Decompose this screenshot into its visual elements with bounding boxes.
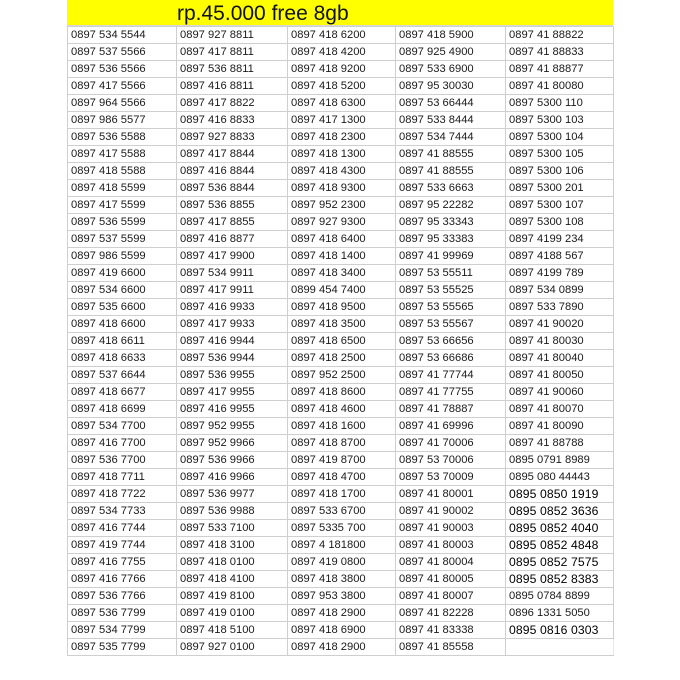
phone-number-cell: 0897 53 55565	[396, 299, 506, 316]
phone-number-cell: 0897 952 2300	[288, 197, 396, 214]
phone-number-cell: 0897 41 69996	[396, 418, 506, 435]
phone-number-cell: 0899 454 7400	[288, 282, 396, 299]
phone-number-cell: 0897 419 6600	[68, 265, 177, 282]
phone-number-cell: 0895 0850 1919	[506, 486, 614, 503]
table-row	[68, 146, 614, 163]
phone-number-cell: 0897 41 88555	[396, 163, 506, 180]
phone-number-cell: 0897 418 6600	[68, 316, 177, 333]
phone-number-cell: 0897 41 80007	[396, 588, 506, 605]
phone-number-cell: 0895 0852 3636	[506, 503, 614, 520]
phone-number-cell: 0897 417 9900	[177, 248, 288, 265]
phone-number-cell: 0897 418 5588	[68, 163, 177, 180]
phone-number-cell: 0897 417 8855	[177, 214, 288, 231]
phone-number-cell: 0897 536 5566	[68, 61, 177, 78]
table-row	[68, 469, 614, 486]
phone-number-cell: 0897 41 80050	[506, 367, 614, 384]
table-row	[68, 401, 614, 418]
phone-number-cell: 0897 41 77744	[396, 367, 506, 384]
phone-number-cell: 0897 537 6644	[68, 367, 177, 384]
phone-number-cell: 0897 53 66656	[396, 333, 506, 350]
title-banner: rp.45.000 free 8gb	[67, 0, 613, 26]
phone-number-cell: 0897 4188 567	[506, 248, 614, 265]
phone-number-cell: 0895 0852 4848	[506, 537, 614, 554]
table-row	[68, 44, 614, 61]
phone-number-cell: 0897 419 0100	[177, 605, 288, 622]
phone-number-cell: 0897 536 8855	[177, 197, 288, 214]
phone-number-cell: 0897 41 77755	[396, 384, 506, 401]
phone-number-cell: 0895 0784 8899	[506, 588, 614, 605]
phone-number-cell: 0897 41 88788	[506, 435, 614, 452]
phone-number-cell: 0895 0791 8989	[506, 452, 614, 469]
phone-number-cell: 0897 533 7100	[177, 520, 288, 537]
table-row	[68, 265, 614, 282]
phone-number-cell: 0897 533 6900	[396, 61, 506, 78]
phone-number-cell: 0897 418 4100	[177, 571, 288, 588]
table-row	[68, 588, 614, 605]
table-row	[68, 112, 614, 129]
phone-number-cell: 0895 0852 7575	[506, 554, 614, 571]
phone-number-cell: 0897 416 9933	[177, 299, 288, 316]
phone-number-cell: 0897 41 80040	[506, 350, 614, 367]
phone-number-cell: 0897 418 6200	[288, 27, 396, 44]
phone-number-cell: 0896 1331 5050	[506, 605, 614, 622]
phone-number-cell: 0897 418 4700	[288, 469, 396, 486]
table-row	[68, 605, 614, 622]
phone-number-cell: 0897 41 88555	[396, 146, 506, 163]
phone-number-cell: 0897 53 70006	[396, 452, 506, 469]
phone-number-cell: 0897 534 0899	[506, 282, 614, 299]
phone-number-cell: 0897 952 2500	[288, 367, 396, 384]
table-row	[68, 231, 614, 248]
phone-number-cell: 0897 41 83338	[396, 622, 506, 639]
phone-number-cell: 0897 534 7700	[68, 418, 177, 435]
phone-number-cell: 0897 53 66444	[396, 95, 506, 112]
phone-number-cell: 0897 41 88877	[506, 61, 614, 78]
phone-number-cell: 0897 418 2900	[288, 639, 396, 656]
phone-number-cell: 0897 5300 106	[506, 163, 614, 180]
phone-number-table-body	[68, 27, 614, 656]
phone-number-cell: 0897 41 80070	[506, 401, 614, 418]
phone-number-cell: 0897 41 90003	[396, 520, 506, 537]
phone-number-cell: 0897 416 9955	[177, 401, 288, 418]
phone-number-cell: 0897 41 80001	[396, 486, 506, 503]
phone-number-cell: 0897 533 6700	[288, 503, 396, 520]
phone-number-cell: 0897 536 7700	[68, 452, 177, 469]
phone-number-cell: 0897 419 0800	[288, 554, 396, 571]
phone-number-cell: 0897 41 70006	[396, 435, 506, 452]
phone-number-cell: 0897 418 9500	[288, 299, 396, 316]
phone-number-cell: 0897 536 9955	[177, 367, 288, 384]
phone-number-cell: 0897 5300 103	[506, 112, 614, 129]
phone-number-cell: 0897 534 6600	[68, 282, 177, 299]
phone-number-cell: 0897 534 5544	[68, 27, 177, 44]
phone-number-cell: 0897 417 8844	[177, 146, 288, 163]
phone-number-cell: 0897 53 55567	[396, 316, 506, 333]
phone-number-cell: 0897 41 78887	[396, 401, 506, 418]
phone-number-cell: 0897 418 1400	[288, 248, 396, 265]
phone-number-cell: 0897 417 8811	[177, 44, 288, 61]
phone-number-cell: 0897 418 1700	[288, 486, 396, 503]
phone-number-cell: 0897 417 8822	[177, 95, 288, 112]
phone-number-cell: 0897 536 9944	[177, 350, 288, 367]
phone-number-cell: 0897 536 7766	[68, 588, 177, 605]
phone-number-cell: 0897 53 66686	[396, 350, 506, 367]
phone-number-cell: 0897 41 82228	[396, 605, 506, 622]
phone-number-cell: 0897 537 5599	[68, 231, 177, 248]
phone-number-table	[67, 26, 614, 656]
table-row	[68, 333, 614, 350]
phone-number-cell: 0897 418 3800	[288, 571, 396, 588]
phone-number-cell: 0897 41 80004	[396, 554, 506, 571]
price-list-sheet	[67, 0, 613, 656]
phone-number-cell: 0897 536 7799	[68, 605, 177, 622]
table-row	[68, 180, 614, 197]
phone-number-cell: 0897 418 6500	[288, 333, 396, 350]
phone-number-cell: 0897 536 9988	[177, 503, 288, 520]
phone-number-cell: 0897 534 9911	[177, 265, 288, 282]
phone-number-cell: 0897 927 0100	[177, 639, 288, 656]
phone-number-cell: 0897 533 7890	[506, 299, 614, 316]
table-row	[68, 622, 614, 639]
phone-number-cell: 0897 417 5566	[68, 78, 177, 95]
phone-number-cell: 0897 533 6663	[396, 180, 506, 197]
phone-number-cell: 0897 53 55511	[396, 265, 506, 282]
phone-number-cell: 0897 419 8100	[177, 588, 288, 605]
table-row	[68, 418, 614, 435]
table-row	[68, 367, 614, 384]
phone-number-cell: 0897 418 1300	[288, 146, 396, 163]
phone-number-cell: 0897 418 6699	[68, 401, 177, 418]
phone-number-cell: 0897 417 5588	[68, 146, 177, 163]
phone-number-cell: 0897 536 5588	[68, 129, 177, 146]
phone-number-cell: 0897 418 8600	[288, 384, 396, 401]
phone-number-cell: 0897 417 1300	[288, 112, 396, 129]
phone-number-cell: 0897 95 33343	[396, 214, 506, 231]
phone-number-cell: 0897 536 9966	[177, 452, 288, 469]
phone-number-cell: 0897 535 7799	[68, 639, 177, 656]
phone-number-cell: 0897 4199 789	[506, 265, 614, 282]
phone-number-cell: 0897 418 6900	[288, 622, 396, 639]
table-row	[68, 554, 614, 571]
phone-number-cell: 0897 953 3800	[288, 588, 396, 605]
phone-number-cell: 0897 927 8833	[177, 129, 288, 146]
phone-number-cell: 0897 418 5599	[68, 180, 177, 197]
phone-number-cell: 0897 418 9300	[288, 180, 396, 197]
phone-number-cell: 0897 416 7766	[68, 571, 177, 588]
phone-number-cell: 0897 41 80090	[506, 418, 614, 435]
phone-number-cell: 0897 418 4300	[288, 163, 396, 180]
phone-number-cell: 0897 418 2300	[288, 129, 396, 146]
phone-number-cell: 0897 418 6677	[68, 384, 177, 401]
table-row	[68, 571, 614, 588]
phone-number-cell: 0897 5300 107	[506, 197, 614, 214]
phone-number-cell: 0895 0852 8383	[506, 571, 614, 588]
phone-number-cell	[506, 639, 614, 656]
phone-number-cell: 0897 5300 105	[506, 146, 614, 163]
phone-number-cell: 0897 536 9977	[177, 486, 288, 503]
phone-number-cell: 0897 418 5200	[288, 78, 396, 95]
table-row	[68, 129, 614, 146]
phone-number-cell: 0897 418 5100	[177, 622, 288, 639]
phone-number-cell: 0897 4 181800	[288, 537, 396, 554]
phone-number-cell: 0897 41 80080	[506, 78, 614, 95]
phone-number-cell: 0897 418 7722	[68, 486, 177, 503]
phone-number-cell: 0897 534 7733	[68, 503, 177, 520]
phone-number-cell: 0897 416 8833	[177, 112, 288, 129]
phone-number-cell: 0897 986 5599	[68, 248, 177, 265]
table-row	[68, 452, 614, 469]
table-row	[68, 299, 614, 316]
phone-number-cell: 0897 418 8700	[288, 435, 396, 452]
phone-number-cell: 0897 416 7755	[68, 554, 177, 571]
phone-number-cell: 0897 53 70009	[396, 469, 506, 486]
phone-number-cell: 0897 418 6400	[288, 231, 396, 248]
table-row	[68, 537, 614, 554]
phone-number-cell: 0897 418 3400	[288, 265, 396, 282]
table-row	[68, 486, 614, 503]
phone-number-cell: 0897 536 5599	[68, 214, 177, 231]
phone-number-cell: 0897 534 7799	[68, 622, 177, 639]
phone-number-cell: 0897 927 9300	[288, 214, 396, 231]
phone-number-cell: 0897 952 9955	[177, 418, 288, 435]
phone-number-cell: 0897 53 55525	[396, 282, 506, 299]
phone-number-cell: 0897 41 88833	[506, 44, 614, 61]
table-row	[68, 639, 614, 656]
table-row	[68, 520, 614, 537]
phone-number-cell: 0897 416 9944	[177, 333, 288, 350]
phone-number-cell: 0897 418 2900	[288, 605, 396, 622]
phone-number-cell: 0897 418 6611	[68, 333, 177, 350]
phone-number-cell: 0897 41 85558	[396, 639, 506, 656]
phone-number-cell: 0897 417 9955	[177, 384, 288, 401]
phone-number-cell: 0897 418 9200	[288, 61, 396, 78]
phone-number-cell: 0897 5300 201	[506, 180, 614, 197]
phone-number-cell: 0897 416 9966	[177, 469, 288, 486]
phone-number-cell: 0895 0852 4040	[506, 520, 614, 537]
phone-number-cell: 0897 416 8811	[177, 78, 288, 95]
phone-number-cell: 0897 41 90002	[396, 503, 506, 520]
phone-number-cell: 0897 95 22282	[396, 197, 506, 214]
phone-number-cell: 0897 418 6633	[68, 350, 177, 367]
phone-number-cell: 0897 533 8444	[396, 112, 506, 129]
table-row	[68, 163, 614, 180]
table-row	[68, 197, 614, 214]
phone-number-cell: 0897 534 7444	[396, 129, 506, 146]
phone-number-cell: 0897 536 8844	[177, 180, 288, 197]
table-row	[68, 503, 614, 520]
phone-number-cell: 0897 418 0100	[177, 554, 288, 571]
phone-number-cell: 0897 417 9933	[177, 316, 288, 333]
table-row	[68, 248, 614, 265]
phone-number-cell: 0895 0816 0303	[506, 622, 614, 639]
phone-number-cell: 0897 535 6600	[68, 299, 177, 316]
phone-number-cell: 0897 5300 110	[506, 95, 614, 112]
phone-number-cell: 0897 41 90020	[506, 316, 614, 333]
phone-number-cell: 0897 536 8811	[177, 61, 288, 78]
table-row	[68, 95, 614, 112]
phone-number-cell: 0897 927 8811	[177, 27, 288, 44]
table-row	[68, 61, 614, 78]
phone-number-cell: 0897 418 1600	[288, 418, 396, 435]
table-row	[68, 214, 614, 231]
table-row	[68, 435, 614, 452]
phone-number-cell: 0897 41 88822	[506, 27, 614, 44]
phone-number-cell: 0897 418 4600	[288, 401, 396, 418]
phone-number-cell: 0897 418 5900	[396, 27, 506, 44]
table-row	[68, 384, 614, 401]
phone-number-cell: 0897 416 8877	[177, 231, 288, 248]
phone-number-cell: 0897 95 33383	[396, 231, 506, 248]
phone-number-cell: 0897 41 90060	[506, 384, 614, 401]
phone-number-cell: 0897 419 8700	[288, 452, 396, 469]
phone-number-cell: 0897 418 3100	[177, 537, 288, 554]
phone-number-cell: 0897 418 7711	[68, 469, 177, 486]
phone-number-cell: 0895 080 44443	[506, 469, 614, 486]
phone-number-cell: 0897 952 9966	[177, 435, 288, 452]
table-row	[68, 350, 614, 367]
phone-number-cell: 0897 986 5577	[68, 112, 177, 129]
table-row	[68, 282, 614, 299]
phone-number-cell: 0897 416 7700	[68, 435, 177, 452]
phone-number-cell: 0897 41 80005	[396, 571, 506, 588]
phone-number-cell: 0897 537 5566	[68, 44, 177, 61]
phone-number-cell: 0897 418 3500	[288, 316, 396, 333]
phone-number-cell: 0897 419 7744	[68, 537, 177, 554]
phone-number-cell: 0897 5335 700	[288, 520, 396, 537]
phone-number-cell: 0897 417 9911	[177, 282, 288, 299]
phone-number-cell: 0897 418 4200	[288, 44, 396, 61]
table-row	[68, 316, 614, 333]
phone-number-cell: 0897 95 30030	[396, 78, 506, 95]
table-row	[68, 78, 614, 95]
phone-number-cell: 0897 41 80003	[396, 537, 506, 554]
phone-number-cell: 0897 418 6300	[288, 95, 396, 112]
phone-number-cell: 0897 416 8844	[177, 163, 288, 180]
phone-number-cell: 0897 41 80030	[506, 333, 614, 350]
phone-number-cell: 0897 5300 104	[506, 129, 614, 146]
phone-number-cell: 0897 418 2500	[288, 350, 396, 367]
phone-number-cell: 0897 925 4900	[396, 44, 506, 61]
phone-number-cell: 0897 5300 108	[506, 214, 614, 231]
phone-number-cell: 0897 416 7744	[68, 520, 177, 537]
phone-number-cell: 0897 964 5566	[68, 95, 177, 112]
table-row	[68, 27, 614, 44]
phone-number-cell: 0897 41 99969	[396, 248, 506, 265]
phone-number-cell: 0897 417 5599	[68, 197, 177, 214]
phone-number-cell: 0897 4199 234	[506, 231, 614, 248]
